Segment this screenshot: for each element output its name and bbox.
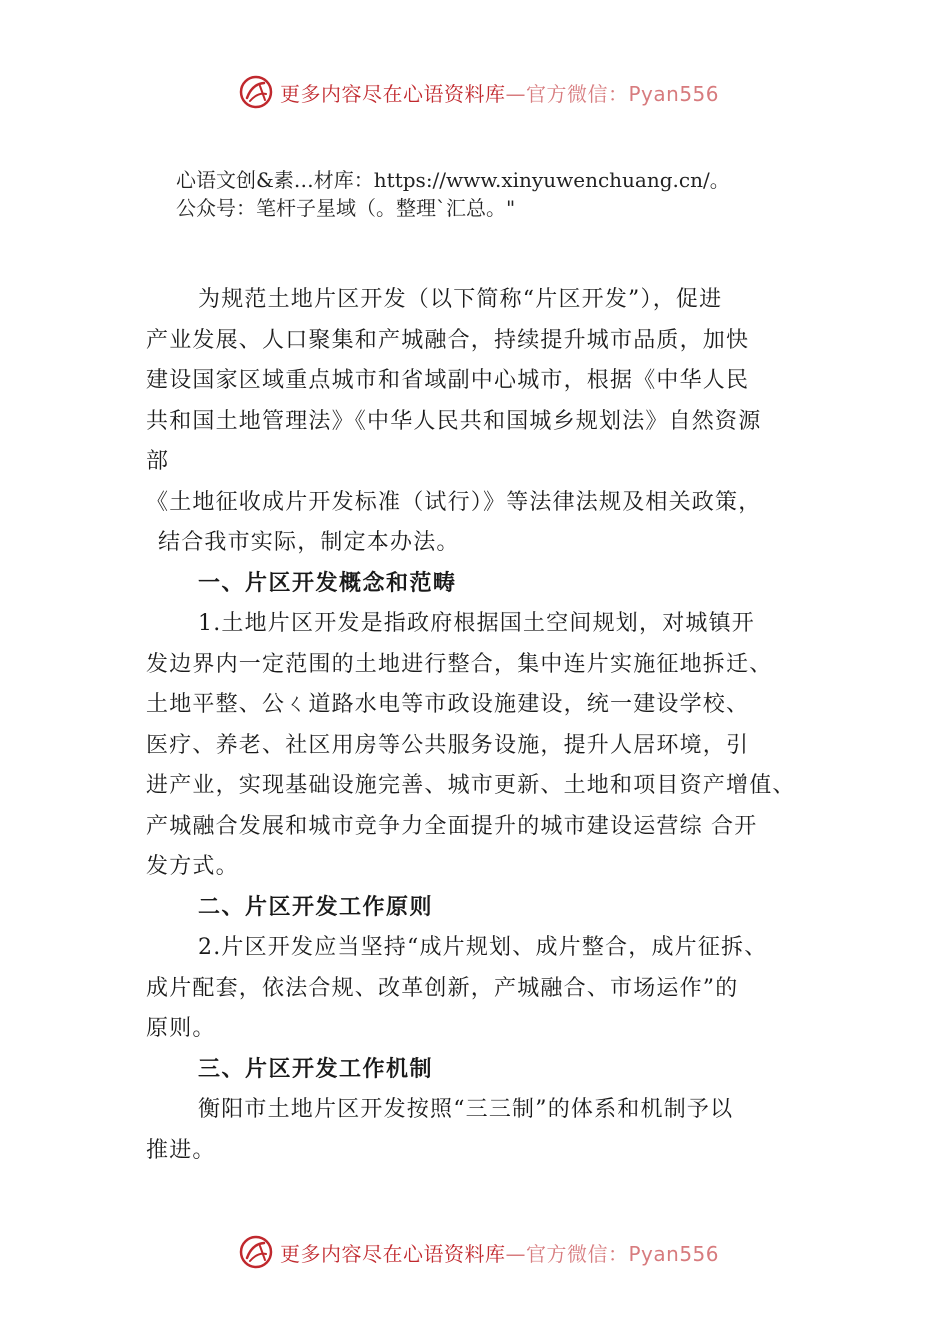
source-line-account: 公众号：笔杆子星域（。整理`汇总。": [176, 196, 516, 220]
body-line: 1.土地片区开发是指政府根据国土空间规划，对城镇开: [198, 611, 755, 636]
body-line: 进产业，实现基础设施完善、城市更新、土地和项目资产增值、: [146, 773, 796, 798]
section-heading: 三、片区开发工作机制: [198, 1056, 434, 1082]
body-line: 衡阳市土地片区开发按照“三三制”的体系和机制予以: [198, 1097, 734, 1122]
footer-watermark-banner: [238, 1232, 758, 1272]
body-line: 建设国家区域重点城市和省域副中心城市，根据《中华人民: [146, 368, 750, 393]
body-line: 《土地征收成片开发标准（试行）》等法律法规及相关政策，: [146, 489, 762, 515]
section-heading: 二、片区开发工作原则: [198, 894, 434, 920]
body-line: 产业发展、人口聚集和产城融合，持续提升城市品质，加快: [146, 327, 750, 353]
body-line: 发方式。: [146, 854, 239, 879]
body-line: 推进。: [146, 1137, 216, 1163]
body-line: 产城融合发展和城市竞争力全面提升的城市建设运营综 合开: [146, 813, 758, 839]
xinyu-logo-icon: [238, 74, 274, 110]
body-line: 2.片区开发应当坚持“成片规划、成片整合，成片征拆、: [198, 935, 768, 960]
body-line: 为规范土地片区开发（以下简称“片区开发”），促进: [198, 287, 723, 312]
body-line: 共和国土地管理法》《中华人民共和国城乡规划法》自然资源: [146, 408, 762, 434]
banner-wechat: —官方微信：Pyan556: [505, 1241, 720, 1266]
banner-wechat: —官方微信：Pyan556: [505, 81, 720, 106]
xinyu-logo-icon: [238, 1234, 274, 1270]
body-line: 结合我市实际，制定本办法。: [158, 530, 460, 555]
banner-text: 更多内容尽在心语资料库—官方微信：Pyan556: [280, 81, 720, 106]
body-line: 医疗、养老、社区用房等公共服务设施，提升人居环境，引: [146, 732, 750, 758]
source-note: [176, 166, 730, 222]
document-body: [146, 280, 846, 1171]
body-line: 成片配套，依法合规、改革创新，产城融合、市场运作”的: [146, 975, 739, 1001]
body-line: 发边界内一定范围的土地进行整合，集中连片实施征地拆迁、: [146, 651, 773, 677]
banner-text: 更多内容尽在心语资料库—官方微信：Pyan556: [280, 1241, 720, 1266]
body-line: 原则。: [146, 1016, 216, 1041]
body-line: 部: [146, 449, 170, 474]
body-line: 土地平整、公ㄑ道路水电等市政设施建设，统一建设学校、: [146, 692, 750, 717]
section-heading: 一、片区开发概念和范畴: [198, 570, 457, 596]
source-line-website: 心语文创&素…材库：https://www.xinyuwenchuang.cn/。: [176, 168, 730, 192]
header-watermark-banner: [238, 72, 758, 112]
